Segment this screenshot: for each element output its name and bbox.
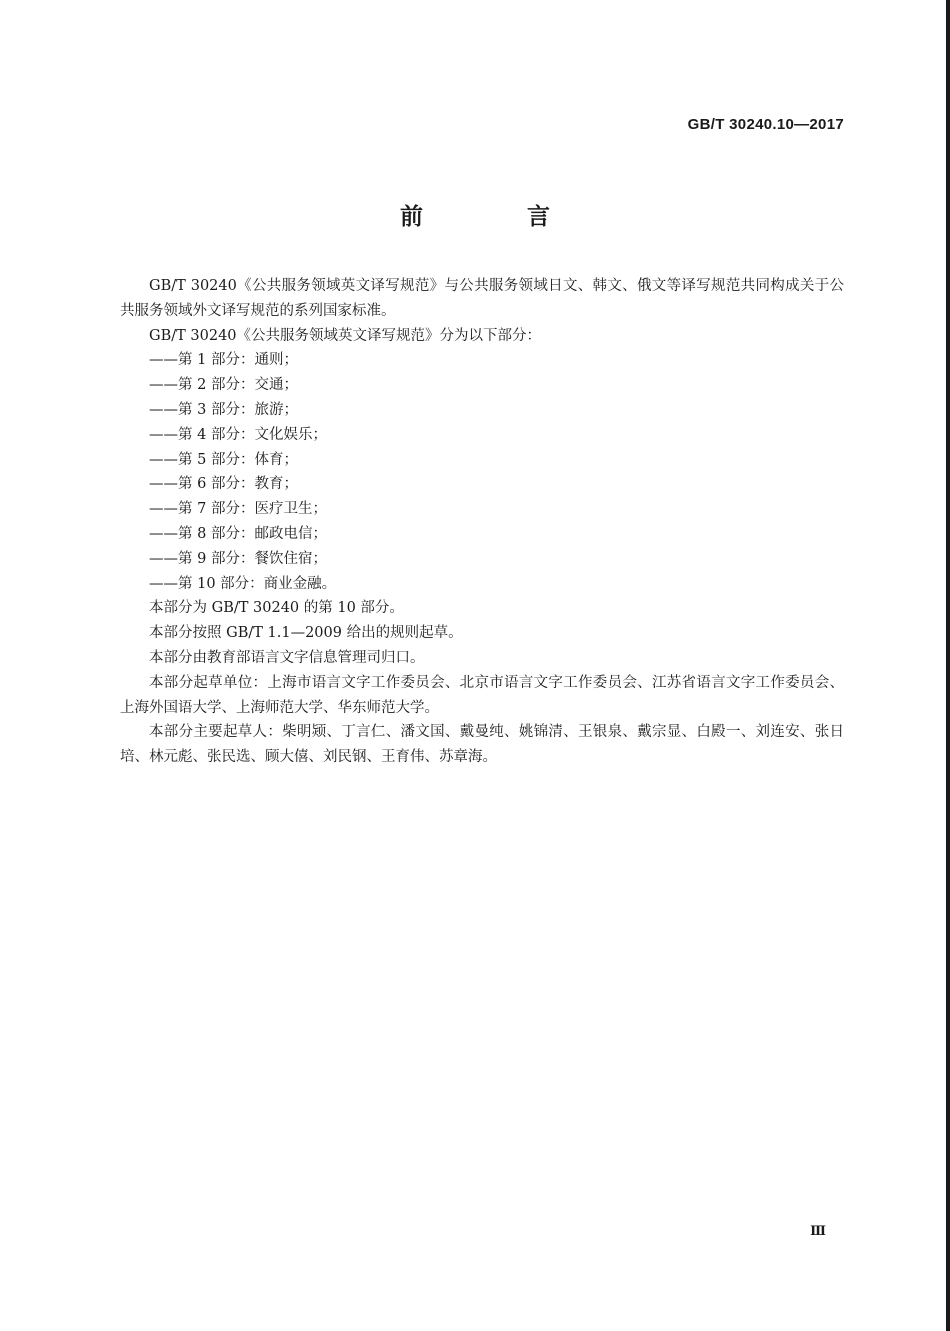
list-item: ——第 3 部分：旅游； xyxy=(149,401,298,418)
document-body xyxy=(120,274,844,770)
list-item: ——第 2 部分：交通； xyxy=(149,377,298,394)
list-item: ——第 4 部分：文化娱乐； xyxy=(149,426,327,443)
drafting-rule-paragraph: 本部分按照 GB/T 1.1—2009 给出的规则起草。 xyxy=(149,625,463,642)
drafting-units-paragraph: 本部分起草单位：上海市语言文字工作委员会、北京市语言文字工作委员会、江苏省语言文字工作委员会、上海外国语大学、上海师范大学、华东师范大学。 xyxy=(120,674,844,716)
list-item: ——第 6 部分：教育； xyxy=(149,476,298,493)
parts-intro-paragraph: GB/T 30240《公共服务领域英文译写规范》分为以下部分： xyxy=(149,327,542,344)
list-item: ——第 5 部分：体育； xyxy=(149,451,298,468)
drafters-paragraph: 本部分主要起草人：柴明颎、丁言仁、潘文国、戴曼纯、姚锦清、王银泉、戴宗显、白殿一、刘连安、张日培、林元彪、张民选、顾大僖、刘民钢、王育伟、苏章海。 xyxy=(120,724,844,766)
page-number: Ⅲ xyxy=(810,1224,826,1239)
list-item: ——第 9 部分：餐饮住宿； xyxy=(149,550,327,567)
list-item: ——第 1 部分：通则； xyxy=(149,352,298,369)
managed-by-paragraph: 本部分由教育部语言文字信息管理司归口。 xyxy=(149,649,425,666)
this-part-paragraph: 本部分为 GB/T 30240 的第 10 部分。 xyxy=(149,600,404,617)
list-item: ——第 7 部分：医疗卫生； xyxy=(149,501,327,518)
intro-paragraph: GB/T 30240《公共服务领域英文译写规范》与公共服务领域日文、韩文、俄文等译写规范共同构成关于公共服务领域外文译写规范的系列国家标准。 xyxy=(120,278,844,319)
standard-code: GB/T 30240.10—2017 xyxy=(687,116,844,133)
list-item: ——第 10 部分：商业金融。 xyxy=(149,575,337,592)
section-title: 前 言 xyxy=(399,204,598,230)
list-item: ——第 8 部分：邮政电信； xyxy=(149,525,327,542)
